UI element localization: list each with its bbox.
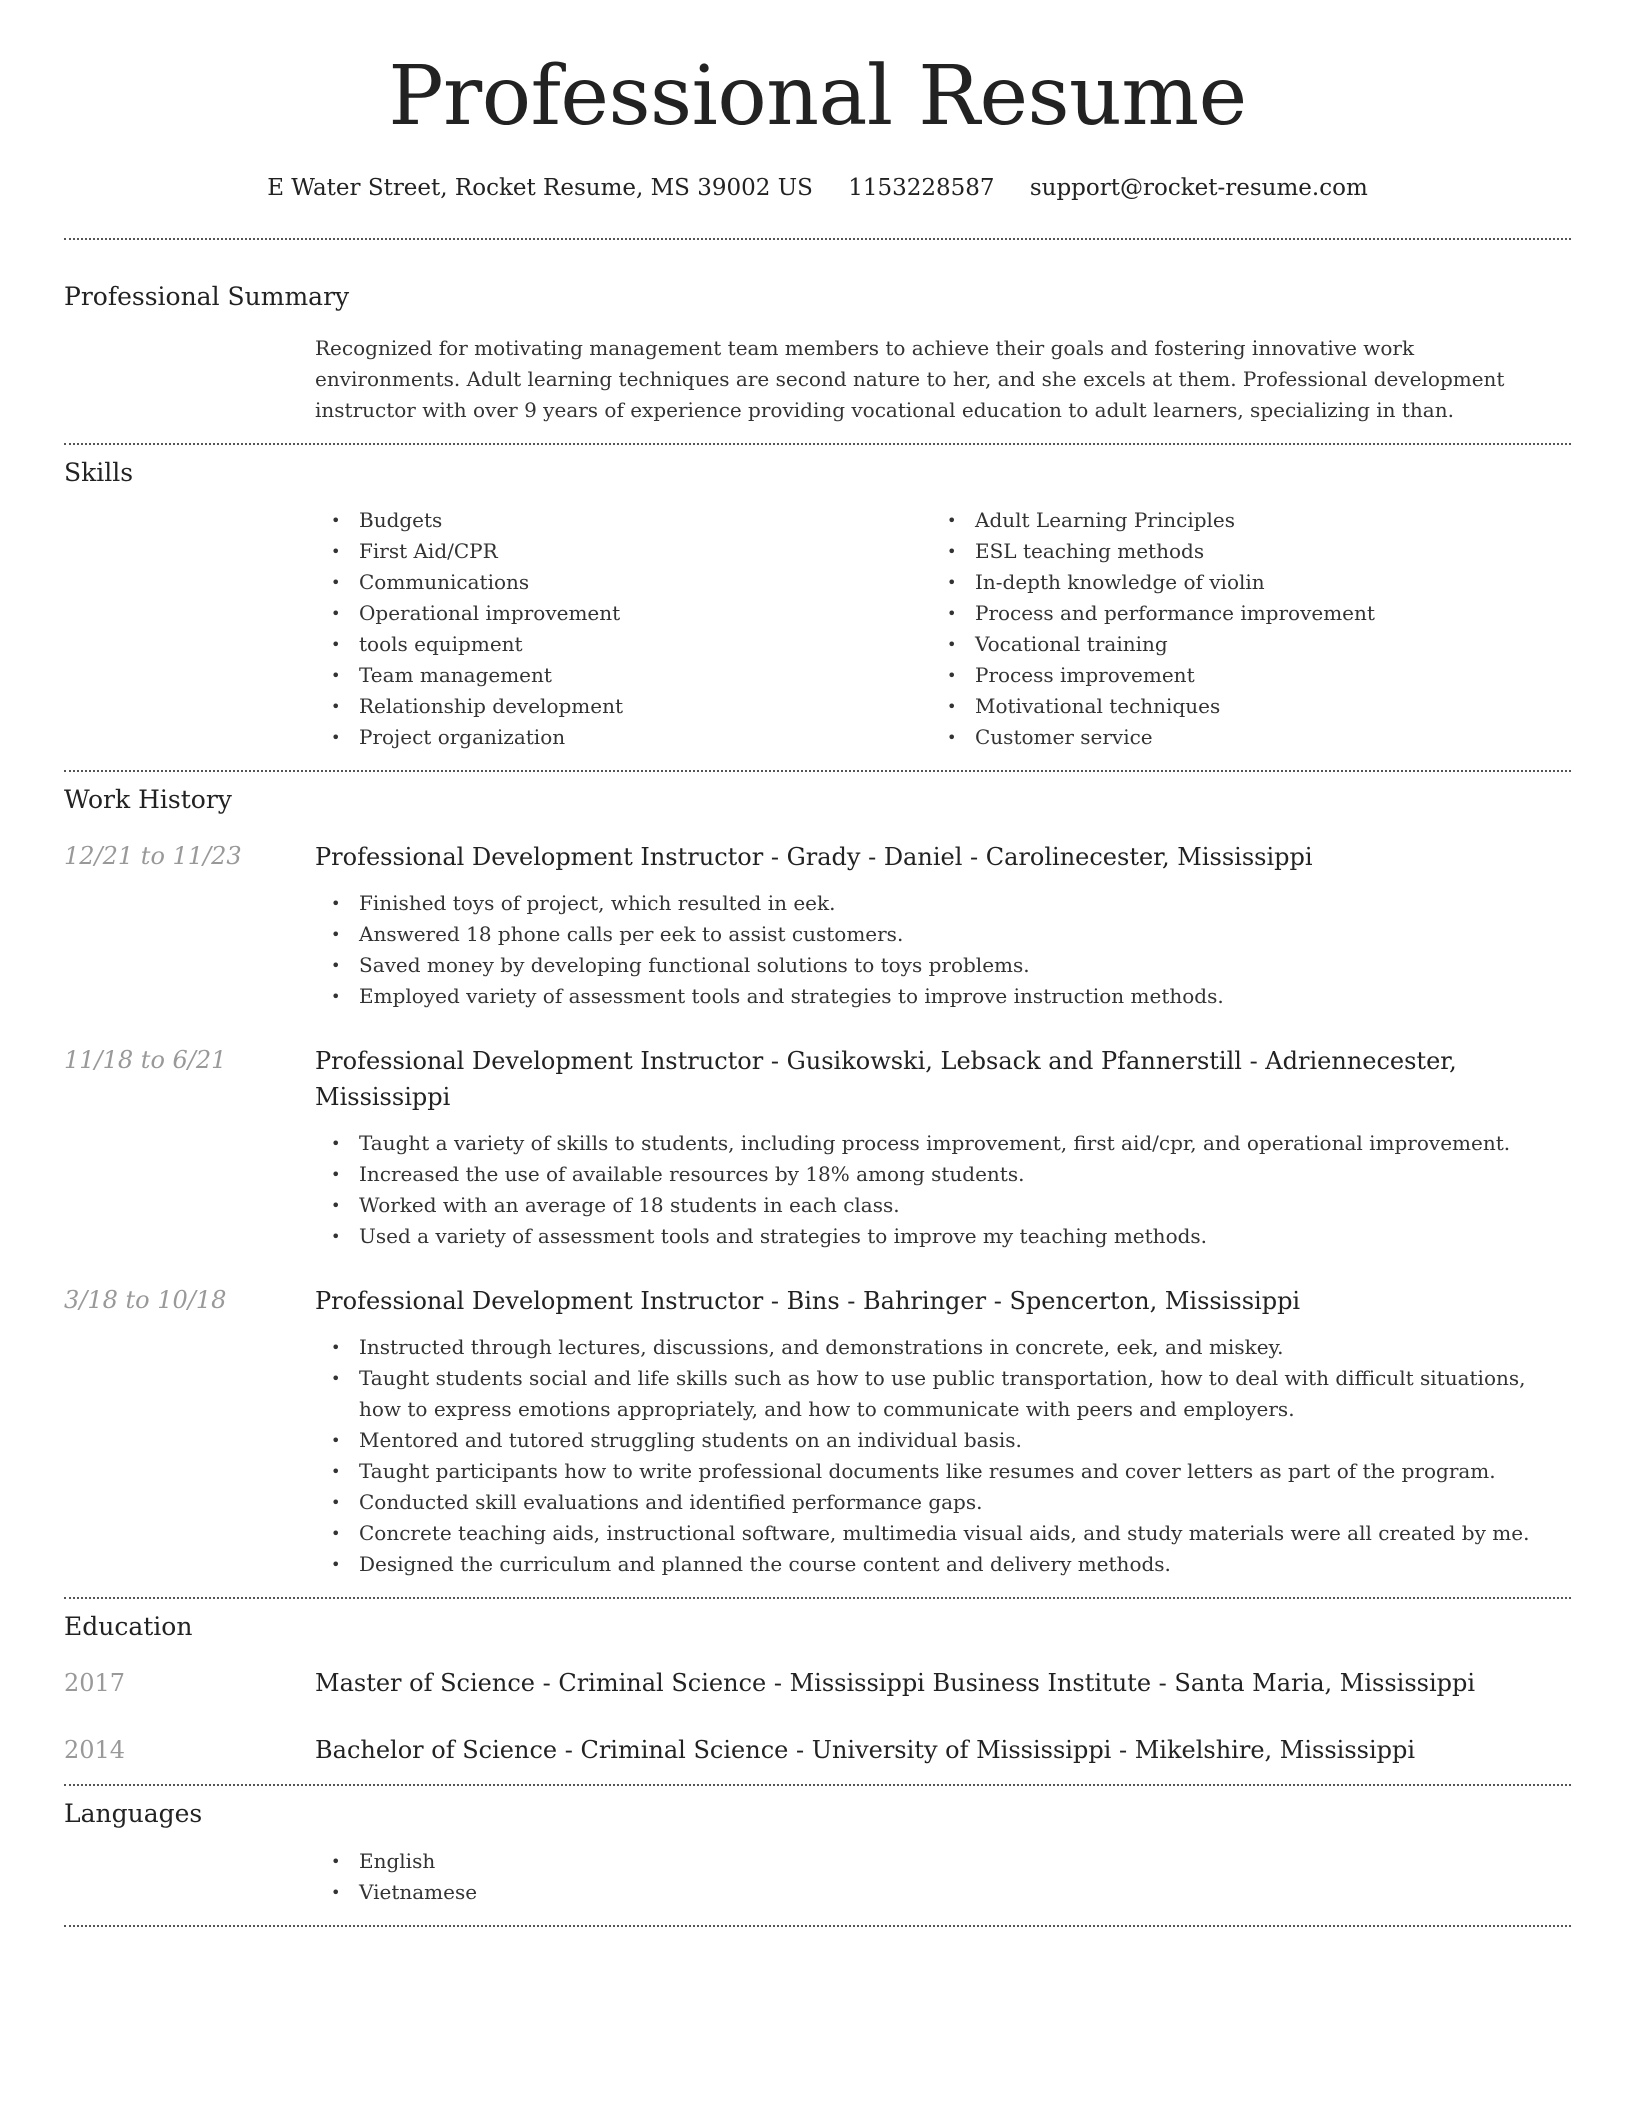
job-bullets bbox=[315, 888, 1571, 1012]
languages-list bbox=[315, 1846, 1571, 1908]
list-item: • Taught a variety of skills to students, including process improvement, first aid/cpr, and operational improvement. bbox=[315, 1128, 1571, 1159]
divider bbox=[64, 1925, 1571, 1927]
list-item: • Adult Learning Principles bbox=[931, 505, 1547, 536]
education-section bbox=[64, 1610, 1571, 1767]
resume-header bbox=[64, 49, 1571, 204]
list-item: • Increased the use of available resources by 18% among students. bbox=[315, 1159, 1571, 1190]
resume-page bbox=[64, 0, 1571, 1927]
list-item: • Taught students social and life skills such as how to use public transportation, how to deal with difficult situations, how to express emotions appropriately, and how to communicate with peers and employers. bbox=[315, 1363, 1571, 1425]
address: E Water Street, Rocket Resume, MS 39002 US bbox=[267, 175, 813, 202]
list-item: • Mentored and tutored struggling students on an individual basis. bbox=[315, 1425, 1571, 1456]
education-text: Master of Science - Criminal Science - Mississippi Business Institute - Santa Maria, Mississippi bbox=[315, 1669, 1476, 1698]
list-item: • Answered 18 phone calls per eek to assist customers. bbox=[315, 919, 1571, 950]
job-body bbox=[315, 839, 1571, 1012]
job-title: Professional Development Instructor - Gusikowski, Lebsack and Pfannerstill - Adriennecester, Mississippi bbox=[315, 1047, 1457, 1112]
list-item: • Process and performance improvement bbox=[931, 598, 1547, 629]
list-item: • Project organization bbox=[315, 722, 931, 753]
job-entry bbox=[64, 1283, 1571, 1580]
education-entry bbox=[64, 1733, 1571, 1767]
list-item: • Communications bbox=[315, 567, 931, 598]
list-item: • ESL teaching methods bbox=[931, 536, 1547, 567]
list-item: • Concrete teaching aids, instructional software, multimedia visual aids, and study materials were all created by me. bbox=[315, 1518, 1571, 1549]
list-item: • English bbox=[315, 1846, 1571, 1877]
education-year: 2017 bbox=[64, 1669, 126, 1698]
phone: 1153228587 bbox=[848, 175, 995, 202]
skills-list-right bbox=[931, 505, 1547, 753]
divider bbox=[64, 1784, 1571, 1786]
section-title-summary: Professional Summary bbox=[64, 282, 350, 312]
list-item: • Operational improvement bbox=[315, 598, 931, 629]
list-item: • Process improvement bbox=[931, 660, 1547, 691]
job-dates: 12/21 to 11/23 bbox=[64, 842, 242, 871]
languages-section bbox=[64, 1797, 1571, 1908]
job-entry bbox=[64, 1043, 1571, 1252]
list-item: • Employed variety of assessment tools and strategies to improve instruction methods. bbox=[315, 981, 1571, 1012]
job-entry bbox=[64, 839, 1571, 1012]
list-item: • Budgets bbox=[315, 505, 931, 536]
list-item: • Team management bbox=[315, 660, 931, 691]
skills-grid bbox=[315, 505, 1571, 753]
skills-list-left bbox=[315, 505, 931, 753]
list-item: • Saved money by developing functional solutions to toys problems. bbox=[315, 950, 1571, 981]
skills-section bbox=[64, 456, 1571, 753]
list-item: • Finished toys of project, which resulted in eek. bbox=[315, 888, 1571, 919]
list-item: • Vietnamese bbox=[315, 1877, 1571, 1908]
job-body bbox=[315, 1283, 1571, 1580]
list-item: • Used a variety of assessment tools and strategies to improve my teaching methods. bbox=[315, 1221, 1571, 1252]
email[interactable]: support@rocket-resume.com bbox=[1029, 175, 1368, 202]
job-bullets bbox=[315, 1128, 1571, 1252]
divider bbox=[64, 238, 1571, 240]
list-item: • Vocational training bbox=[931, 629, 1547, 660]
list-item: • Taught participants how to write professional documents like resumes and cover letters as part of the program. bbox=[315, 1456, 1571, 1487]
job-bullets bbox=[315, 1332, 1571, 1580]
job-title: Professional Development Instructor - Grady - Daniel - Carolinecester, Mississippi bbox=[315, 843, 1313, 872]
list-item: • In-depth knowledge of violin bbox=[931, 567, 1547, 598]
contact-line bbox=[64, 172, 1571, 204]
list-item: • Designed the curriculum and planned the course content and delivery methods. bbox=[315, 1549, 1571, 1580]
section-title-work: Work History bbox=[64, 785, 232, 815]
job-title: Professional Development Instructor - Bins - Bahringer - Spencerton, Mississippi bbox=[315, 1287, 1301, 1316]
summary-section bbox=[64, 280, 1571, 426]
education-text: Bachelor of Science - Criminal Science - University of Mississippi - Mikelshire, Mississippi bbox=[315, 1736, 1416, 1765]
list-item: • Customer service bbox=[931, 722, 1547, 753]
divider bbox=[64, 1597, 1571, 1599]
list-item: • Relationship development bbox=[315, 691, 931, 722]
list-item: • Motivational techniques bbox=[931, 691, 1547, 722]
list-item: • First Aid/CPR bbox=[315, 536, 931, 567]
page-title: Professional Resume bbox=[388, 49, 1247, 144]
work-history-section bbox=[64, 783, 1571, 1580]
list-item: • Worked with an average of 18 students in each class. bbox=[315, 1190, 1571, 1221]
job-dates: 3/18 to 10/18 bbox=[64, 1286, 227, 1315]
section-title-languages: Languages bbox=[64, 1799, 203, 1829]
job-dates: 11/18 to 6/21 bbox=[64, 1046, 227, 1075]
section-title-skills: Skills bbox=[64, 458, 134, 488]
education-entry bbox=[64, 1666, 1571, 1700]
divider bbox=[64, 443, 1571, 445]
section-title-education: Education bbox=[64, 1612, 193, 1642]
list-item: • Instructed through lectures, discussions, and demonstrations in concrete, eek, and miskey. bbox=[315, 1332, 1571, 1363]
education-year: 2014 bbox=[64, 1736, 126, 1765]
divider bbox=[64, 770, 1571, 772]
list-item: • tools equipment bbox=[315, 629, 931, 660]
list-item: • Conducted skill evaluations and identified performance gaps. bbox=[315, 1487, 1571, 1518]
job-body bbox=[315, 1043, 1571, 1252]
summary-text: Recognized for motivating management team members to achieve their goals and fostering innovative work environments. Adult learning techniques are second nature to her, and she excels at them. Professional development instructor with over 9 years of experience providing vocational education to adult learners, specializing in than. bbox=[315, 336, 1505, 423]
